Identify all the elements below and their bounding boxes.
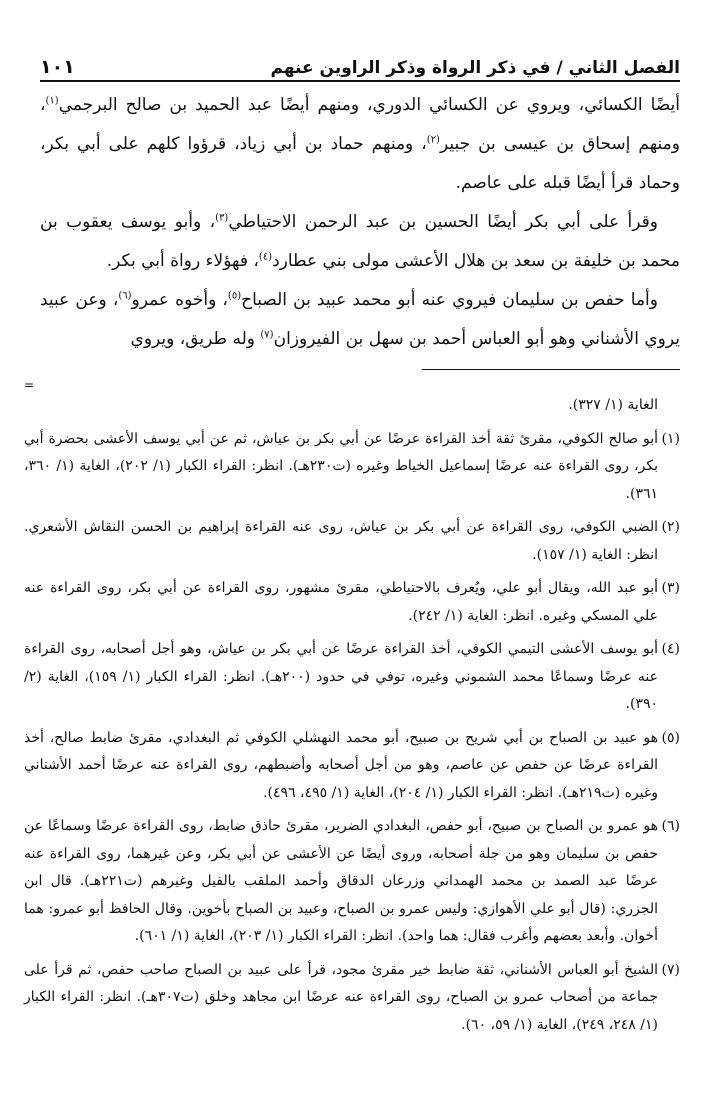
footnote-5 xyxy=(24,725,680,808)
footnote-1 xyxy=(24,426,680,509)
footnote-ref-6: (٦) xyxy=(118,290,132,302)
page-number: ١٠١ xyxy=(40,56,75,78)
footnote-separator xyxy=(422,369,680,370)
footnote-number: (٢) xyxy=(661,519,680,535)
text-run: ، وعن عبيد يروي الأشناني وهو أبو العباس أحمد بن سهل بن الفيروزان xyxy=(40,290,680,349)
footnote-2 xyxy=(24,514,680,569)
footnote-continuation: الغاية (١/ ٣٢٧). xyxy=(568,397,658,413)
footnote-3 xyxy=(24,575,680,630)
footnote-text: الشيخ أبو العباس الأشناني، ثقة ضابط خير مقرئ مجود، قرأ على عبيد بن الصباح صاحب حفص، ثم قرأ على جماعة من أصحاب عمرو بن الصباح، روى القراءة عنه عرضًا ابن مجاهد وخلق (ت٣٠٧هـ). انظر: القراء الكبار (١/ ٢٤٨، ٢٤٩)، الغاية (١/ ٥٩، ٦٠). xyxy=(24,961,658,1033)
footnote-text: الضبي الكوفي، روى القراءة عن أبي بكر بن عياش، روى عنه القراءة إبراهيم بن الحسن النقاش الأشعري. انظر: الغاية (١/ ١٥٧). xyxy=(24,519,658,563)
footnote-number: (٣) xyxy=(661,580,680,596)
footnote-number: (٧) xyxy=(661,961,680,978)
footnote-text: هو عبيد بن الصباح بن أبي شريح بن صبيح، أبو محمد النهشلي الكوفي ثم البغدادي، مقرئ ضابط صالح، أخذ القراءة عرضًا عن حفص عن عاصم، وهو من أجل أصحابه وأضبطهم، روى القراءة عنه عرضًا أحمد الأشناني وغيره (ت٢١٩هـ). انظر: القراء الكبار (١/ ٢٠٤)، الغاية (١/ ٤٩٥، ٤٩٦). xyxy=(24,729,658,801)
footnote-ref-1: (١) xyxy=(45,95,59,107)
footnote-6 xyxy=(24,813,680,951)
paragraph xyxy=(40,203,680,281)
footnote-text: أبو صالح الكوفي، مقرئ ثقة أخذ القراءة عرضًا عن أبي بكر بن عياش، ثم عن أبي يوسف الأعشى بحضرة أبي بكر، روى القراءة عنه عرضًا إسماعيل الخياط وغيره (ت٢٣٠هـ). انظر: القراء الكبار (١/ ٢٠٢)، الغاية (١/ ٣٦٠، ٣٦١). xyxy=(24,430,659,502)
footnote-ref-2: (٢) xyxy=(426,134,440,146)
paragraph xyxy=(40,281,680,359)
text-run: ، وأخوه عمرو xyxy=(131,290,228,310)
footnote-ref-4: (٤) xyxy=(258,251,273,263)
footnotes xyxy=(24,392,680,1045)
continuation-mark: = xyxy=(24,378,35,392)
footnote-number: (٥) xyxy=(661,729,680,746)
text-run: ، وأبو يوسف يعقوب بن محمد بن خليفة بن سعد بن هلال الأعشى مولى بني عطارد xyxy=(40,212,680,271)
footnote-number: (٦) xyxy=(661,818,680,834)
footnote-4 xyxy=(24,636,680,719)
footnote-number: (٤) xyxy=(661,641,680,657)
paragraph xyxy=(40,86,680,203)
text-run: وله طريق، ويروي xyxy=(130,329,261,349)
footnote-ref-5: (٥) xyxy=(227,290,242,302)
footnote-text: هو عمرو بن الصباح بن صبيح، أبو حفص، البغدادي الضرير، مقرئ حاذق ضابط، روى القراءة عرضًا وسماعًا عن حفص بن سليمان وهو من جلة أصحابه، وروى أيضًا عن الأعشى عن أبي بكر، وعن غيرهما، روى القراءة عنه عرضًا عبد الصمد بن محمد الهمداني وزرعان الدقاق وأحمد الملقب بالفيل وغيرهم (ت٢٢١هـ). قال ابن الجزري: (قال أبو علي الأهوازي: وليس عمرو بن الصباح، وعبيد بن الصباح بأخوين. وقال الحافظ أبو عمرو: هما أخوان. وأبعد بعضهم وأغرب فقال: هما واحد). انظر: القراء الكبار (١/ ٢٠٣)، الغاية (١/ ٦٠١). xyxy=(24,818,658,944)
footnote-7 xyxy=(24,957,680,1040)
footnote-ref-3: (٣) xyxy=(215,212,229,224)
text-run: ، فهؤلاء رواة أبي بكر. xyxy=(106,251,259,271)
footnote-text: أبو يوسف الأعشى التيمي الكوفي، أخذ القراءة عرضًا عن أبي بكر بن عياش، وهو أجل أصحابه، روى القراءة عنه عرضًا وسماعًا محمد الشموني وغيره، توفي في حدود (٢٠٠هـ). انظر: القراء الكبار (١/ ١٥٩)، الغاية (٢/ ٣٩٠). xyxy=(24,641,658,712)
footnote-ref-7: (٧) xyxy=(260,329,274,341)
footnote-text: أبو عبد الله، ويقال أبو علي، ويُعرف بالاحتياطي، مقرئ مشهور، روى القراءة عن أبي بكر، روى القراءة عنه علي المسكي وغيره. انظر: الغاية (١/ ٢٤٢). xyxy=(24,580,658,624)
text-run: وأما حفص بن سليمان فيروي عنه أبو محمد عبيد بن الصباح xyxy=(241,290,658,310)
text-run: وقرأ على أبي بكر أيضًا الحسين بن عبد الرحمن الاحتياطي xyxy=(228,212,658,232)
text-run: أيضًا الكسائي، ويروي عن الكسائي الدوري، ومنهم أيضًا عبد الحميد بن صالح البرجمي xyxy=(58,95,680,115)
text-run: ، ومنهم إسحاق بن عيسى بن جبير xyxy=(40,95,680,154)
footnote-number: (١) xyxy=(661,430,680,447)
text-run: ، ومنهم حماد بن أبي زياد، قرؤوا كلهم على أبي بكر، وحماد قرأ أيضًا قبله على عاصم. xyxy=(40,134,680,193)
running-header xyxy=(40,50,680,82)
chapter-title: الفصل الثاني / في ذكر الرواة وذكر الراوين عنهم xyxy=(270,58,680,78)
main-text xyxy=(40,86,680,359)
